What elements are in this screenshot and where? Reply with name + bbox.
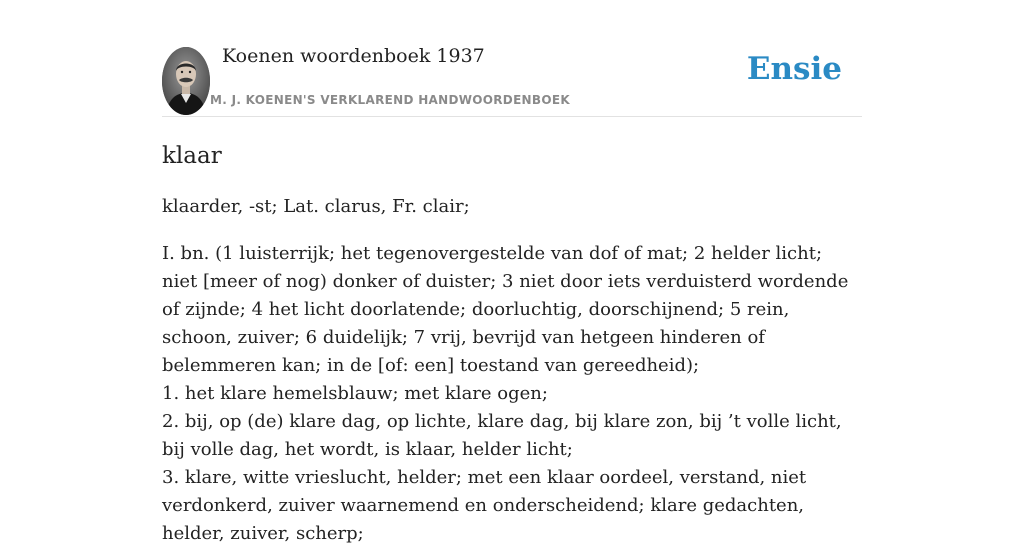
- example-1: 1. het klare hemelsblauw; met klare ogen;: [162, 383, 548, 404]
- entry-word-forms: klaarder, -st; Lat. clarus, Fr. clair;: [162, 196, 470, 217]
- entry-headword: klaar: [162, 143, 222, 169]
- example-2: 2. bij, op (de) klare dag, op lichte, klare dag, bij klare zon, bij ’t volle licht, bij volle dag, het wordt, is klaar, helder licht;: [162, 411, 842, 460]
- entry-definition: I. bn. (1 luisterrijk; het tegenovergestelde van dof of mat; 2 helder licht; niet [meer of nog) donker of duister; 3 niet door iets verduisterd wordende of zijnde; 4 het licht doorlatende; doorluchtig, doorschijnend; 5 rein, schoon, zuiver; 6 duidelijk; 7 vrij, bevrijd van hetgeen hinderen of belemmeren kan; in de [of: een] toestand van gereedheid);: [162, 243, 849, 376]
- example-3: 3. klare, witte vrieslucht, helder; met een klaar oordeel, verstand, niet verdonkerd, zuiver waarnemend en onderscheidend; klare gedachten, helder, zuiver, scherp;: [162, 467, 807, 544]
- entry-definition-block: [162, 240, 862, 548]
- site-subtitle: M. J. KOENEN'S VERKLAREND HANDWOORDENBOEK: [210, 93, 570, 107]
- site-header: [162, 0, 862, 117]
- site-title[interactable]: Koenen woordenboek 1937: [222, 45, 485, 67]
- page: [162, 0, 862, 548]
- entry-content: [162, 193, 862, 548]
- brand-logo-link[interactable]: Ensie: [746, 51, 842, 87]
- author-portrait-image: [162, 47, 210, 115]
- author-portrait: [162, 47, 210, 115]
